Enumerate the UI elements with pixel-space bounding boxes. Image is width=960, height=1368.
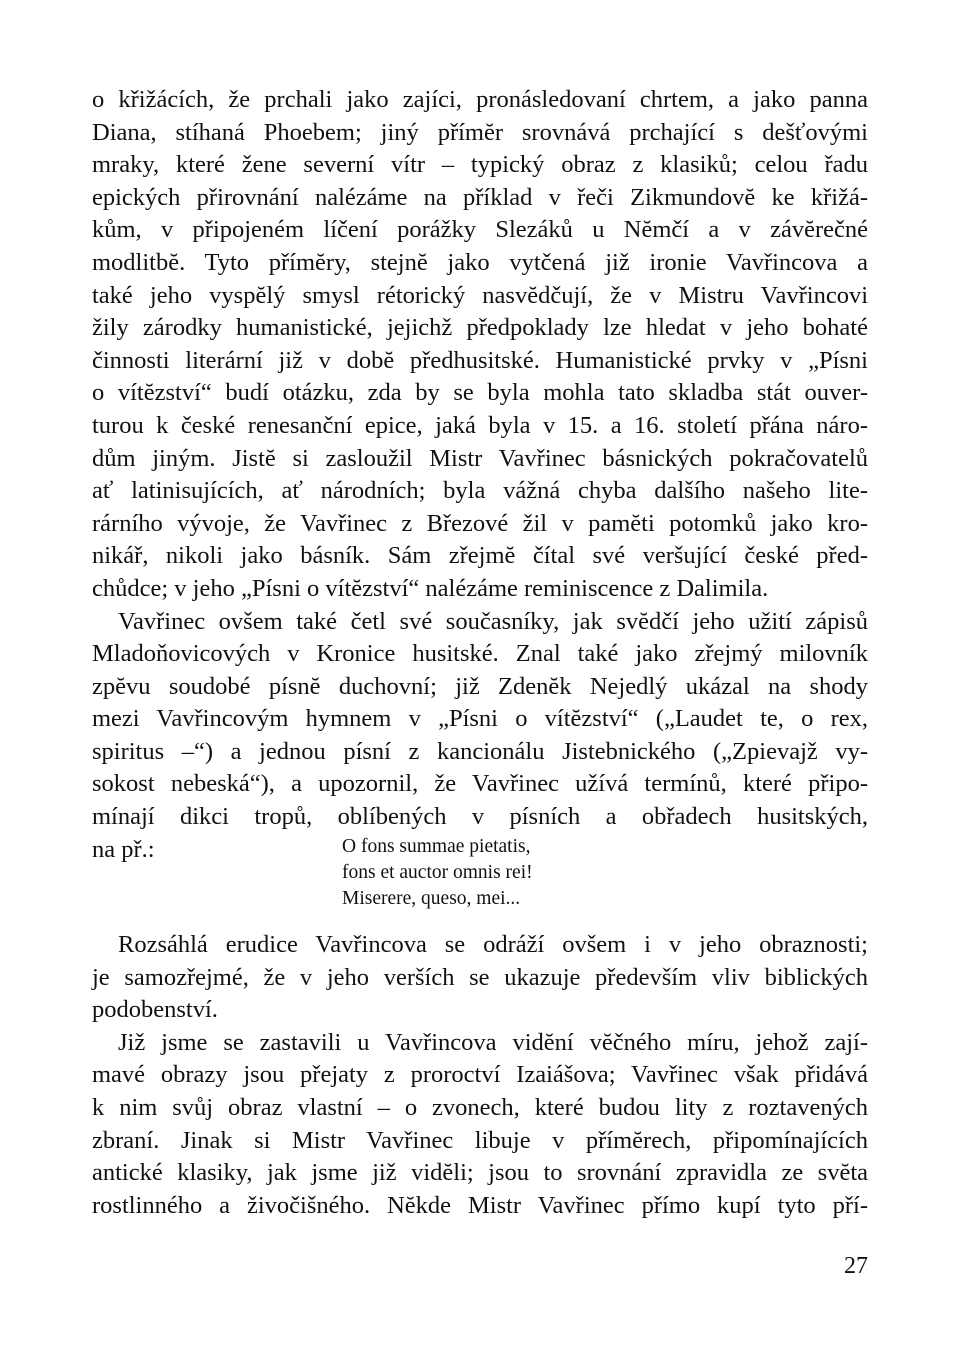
text-line: epických přirovnání nalézáme na příklad v řeči Zikmundovĕ ke křižá- — [92, 183, 868, 211]
text-line: podobenství. — [92, 996, 218, 1024]
text-line: Již jsme se zastavili u Vavřincova vidĕní vĕčného míru, jehož zají- — [118, 1028, 868, 1056]
text-line: kům, v připojeném líčení porážky Slezáků u Nĕmčí a v závĕrečné — [92, 216, 868, 244]
text-line: o křižácích, že prchali jako zajíci, pronásledovaní chrtem, a jako panna — [92, 86, 868, 113]
text-line: sokost nebeská“), a upozornil, že Vavřinec užívá termínů, které připo- — [92, 770, 868, 798]
verse-line: fons et auctor omnis rei! — [342, 862, 533, 883]
text-block-bottom — [92, 929, 868, 1222]
page-number: 27 — [844, 1253, 868, 1279]
text-line: zbraní. Jinak si Mistr Vavřinec libuje v přímĕrech, připomínajících — [92, 1126, 868, 1154]
text-line: Vavřinec ovšem také četl své současníky, jak svĕdčí jeho užití zápisů — [118, 607, 868, 635]
text-line: je samozřejmé, že v jeho verších se ukazuje především vliv biblických — [92, 963, 868, 991]
text-line: mezi Vavřincovým hymnem v „Písni o vítĕzství“ („Laudet te, o rex, — [92, 705, 868, 733]
text-line: také jeho vyspĕlý smysl rétorický nasvĕdčují, že v Mistru Vavřincovi — [92, 281, 868, 309]
text-line: na př.: — [92, 835, 155, 863]
text-line: dům jiným. Jistĕ si zasloužil Mistr Vavřinec básnických pokračovatelů — [92, 444, 868, 472]
verse-line: O fons summae pietatis, — [342, 836, 531, 857]
text-line: zpĕvu soudobé písnĕ duchovní; již Zdenĕk Nejedlý ukázal na shody — [92, 672, 868, 700]
text-line: činnosti literární již v dobĕ předhusitské. Humanistické prvky v „Písni — [92, 346, 868, 374]
text-line: mraky, které žene severní vítr – typický obraz z klasiků; celou řadu — [92, 151, 868, 179]
text-line: spiritus –“) a jednou písní z kancionálu Jistebnického („Zpievajž vy- — [92, 737, 868, 765]
text-line: Diana, stíhaná Phoebem; jiný přímĕr srovnává prchající s dešťovými — [92, 118, 868, 146]
text-line: o vítĕzství“ budí otázku, zda by se byla mohla tato skladba stát ouver- — [92, 379, 868, 407]
text-line: rostlinného a živočišného. Nĕkde Mistr Vavřinec přímo kupí tyto pří- — [92, 1191, 868, 1219]
text-line: Mladoňovicových v Kronice husitské. Znal také jako zřejmý milovník — [92, 640, 868, 668]
text-line: antické klasiky, jak jsme již vidĕli; jsou to srovnání zpravidla ze svĕta — [92, 1159, 868, 1187]
text-line: mínají dikci tropů, oblíbených v písních a obřadech husitských, — [92, 803, 868, 831]
text-line: modlitbĕ. Tyto přímĕry, stejnĕ jako vytčená již ironie Vavřincova a — [92, 248, 868, 276]
text-line: turou k české renesanční epice, jaká byla v 15. a 16. století přána náro- — [92, 411, 868, 439]
latin-verse-quote — [342, 834, 642, 912]
text-line: žily zárodky humanistické, jejichž předpoklady lze hledat v jeho bohaté — [92, 314, 868, 342]
verse-line: Miserere, queso, mei... — [342, 888, 521, 909]
text-line: mavé obrazy jsou přejaty z proroctví Izaiášova; Vavřinec však přidává — [92, 1061, 868, 1089]
text-line: k nim svůj obraz vlastní – o zvonech, které budou lity z roztavených — [92, 1093, 868, 1121]
text-line: Rozsáhlá erudice Vavřincova se odráží ovšem i v jeho obraznosti; — [118, 931, 868, 958]
text-line: nikář, nikoli jako básník. Sám zřejmĕ čítal své veršující české před- — [92, 542, 868, 570]
text-line: chůdce; v jeho „Písni o vítĕzství“ nalézáme reminiscence z Dalimila. — [92, 574, 769, 602]
text-block-top — [92, 84, 868, 866]
text-line: ať latinisujících, ať národních; byla vážná chyba dalšího našeho lite- — [92, 477, 868, 505]
text-line: rárního vývoje, že Vavřinec z Březové žil v pamĕti potomků jako kro- — [92, 509, 868, 537]
